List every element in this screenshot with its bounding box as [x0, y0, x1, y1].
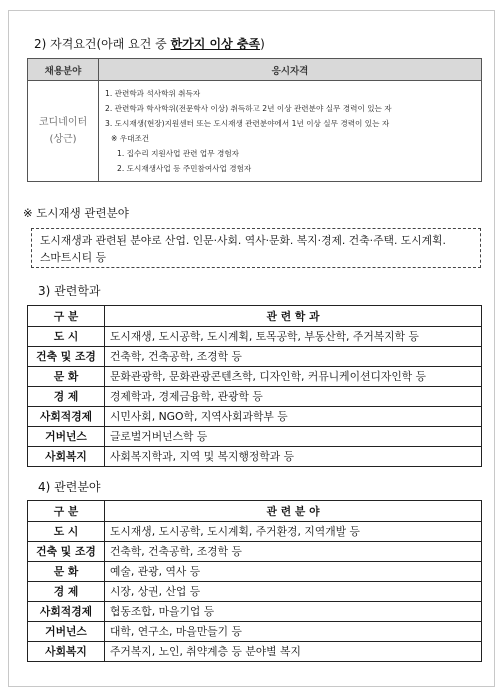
- fields-category: 문 화: [28, 562, 105, 582]
- majors-category: 경 제: [28, 387, 105, 407]
- majors-category: 사회복지: [28, 447, 105, 467]
- fields-header-fields: 관 련 분 야: [105, 501, 482, 522]
- preference-title: ※ 우대조건: [111, 134, 150, 143]
- fields-category: 도 시: [28, 522, 105, 542]
- urban-note-title: ※ 도시재생 관련분야: [23, 206, 129, 220]
- majors-value: 도시재생, 도시공학, 도시계획, 토목공학, 부동산학, 주거복지학 등: [105, 327, 482, 347]
- requirements-cell: [99, 81, 482, 182]
- preference-item: 2. 도시재생사업 등 주민참여사업 경험자: [117, 164, 252, 173]
- urban-note-line: 스마트시티 등: [40, 251, 107, 264]
- majors-category: 문 화: [28, 367, 105, 387]
- requirement-item: 2. 관련학과 학사학위(전문학사 이상) 취득하고 2년 이상 관련분야 실무 경력이 있는 자: [105, 104, 392, 113]
- related-fields-table: [27, 500, 482, 662]
- section-4-title: 4) 관련분야: [38, 480, 101, 494]
- fields-header-category: 구 분: [28, 501, 105, 522]
- fields-category: 경 제: [28, 582, 105, 602]
- table-row: [28, 522, 482, 542]
- majors-category: 도 시: [28, 327, 105, 347]
- majors-category: 사회적경제: [28, 407, 105, 427]
- section-2-title: [34, 35, 265, 52]
- majors-value: 사회복지학과, 지역 및 복지행정학과 등: [105, 447, 482, 467]
- table-row: [28, 407, 482, 427]
- majors-value: 건축학, 건축공학, 조경학 등: [105, 347, 482, 367]
- majors-header-majors: 관 련 학 과: [105, 306, 482, 327]
- fields-value: 예술, 관광, 역사 등: [105, 562, 482, 582]
- preference-item: 1. 집수리 지원사업 관련 업무 경험자: [117, 149, 240, 158]
- urban-note-box: [31, 228, 481, 268]
- table-row: [28, 447, 482, 467]
- fields-value: 건축학, 건축공학, 조경학 등: [105, 542, 482, 562]
- majors-value: 글로벌거버넌스학 등: [105, 427, 482, 447]
- table-row: [28, 622, 482, 642]
- majors-category: 건축 및 조경: [28, 347, 105, 367]
- table-row: [28, 427, 482, 447]
- requirement-item: 3. 도시재생(현장)지원센터 또는 도시재생 관련분야에서 1년 이상 실무 경력이 있는 자: [105, 119, 390, 128]
- majors-header-category: 구 분: [28, 306, 105, 327]
- table-row: [28, 542, 482, 562]
- fields-value: 도시재생, 도시공학, 도시계획, 주거환경, 지역개발 등: [105, 522, 482, 542]
- fields-value: 대학, 연구소, 마을만들기 등: [105, 622, 482, 642]
- fields-value: 시장, 상권, 산업 등: [105, 582, 482, 602]
- fields-value: 협동조합, 마을기업 등: [105, 602, 482, 622]
- role-cell: [28, 81, 99, 182]
- fields-value: 주거복지, 노인, 취약계층 등 분야별 복지: [105, 642, 482, 662]
- requirement-item: 1. 관련학과 석사학위 취득자: [105, 89, 201, 98]
- qual-header-field: 채용분야: [28, 59, 99, 81]
- table-row: [28, 582, 482, 602]
- role-name: 코디네이터: [38, 117, 88, 128]
- table-row: [28, 347, 482, 367]
- fields-category: 사회적경제: [28, 602, 105, 622]
- fields-category: 거버넌스: [28, 622, 105, 642]
- qual-header-requirements: 응시자격: [99, 59, 482, 81]
- section-3-title: 3) 관련학과: [38, 284, 101, 298]
- table-row: [28, 562, 482, 582]
- majors-value: 시민사회, NGO학, 지역사회과학부 등: [105, 407, 482, 427]
- table-row: [28, 602, 482, 622]
- table-row: [28, 642, 482, 662]
- majors-value: 경제학과, 경제금융학, 관광학 등: [105, 387, 482, 407]
- majors-value: 문화관광학, 문화관광콘텐츠학, 디자인학, 커뮤니케이션디자인학 등: [105, 367, 482, 387]
- table-row: [28, 387, 482, 407]
- section-2-title-suffix: ): [260, 37, 265, 51]
- urban-note-line: 도시재생과 관련된 분야로 산업. 인문·사회. 역사·문화. 복지·경제. 건축·주택. 도시계획.: [40, 234, 446, 247]
- table-row: [28, 367, 482, 387]
- fields-category: 사회복지: [28, 642, 105, 662]
- related-majors-table: [27, 305, 482, 467]
- majors-category: 거버넌스: [28, 427, 105, 447]
- section-2-title-prefix: 2) 자격요건(아래 요건 중: [34, 37, 171, 51]
- section-2-title-strong: 한가지 이상 충족: [170, 37, 261, 51]
- role-type: (상근): [49, 134, 77, 145]
- qualification-table: [27, 58, 482, 182]
- table-row: [28, 327, 482, 347]
- fields-category: 건축 및 조경: [28, 542, 105, 562]
